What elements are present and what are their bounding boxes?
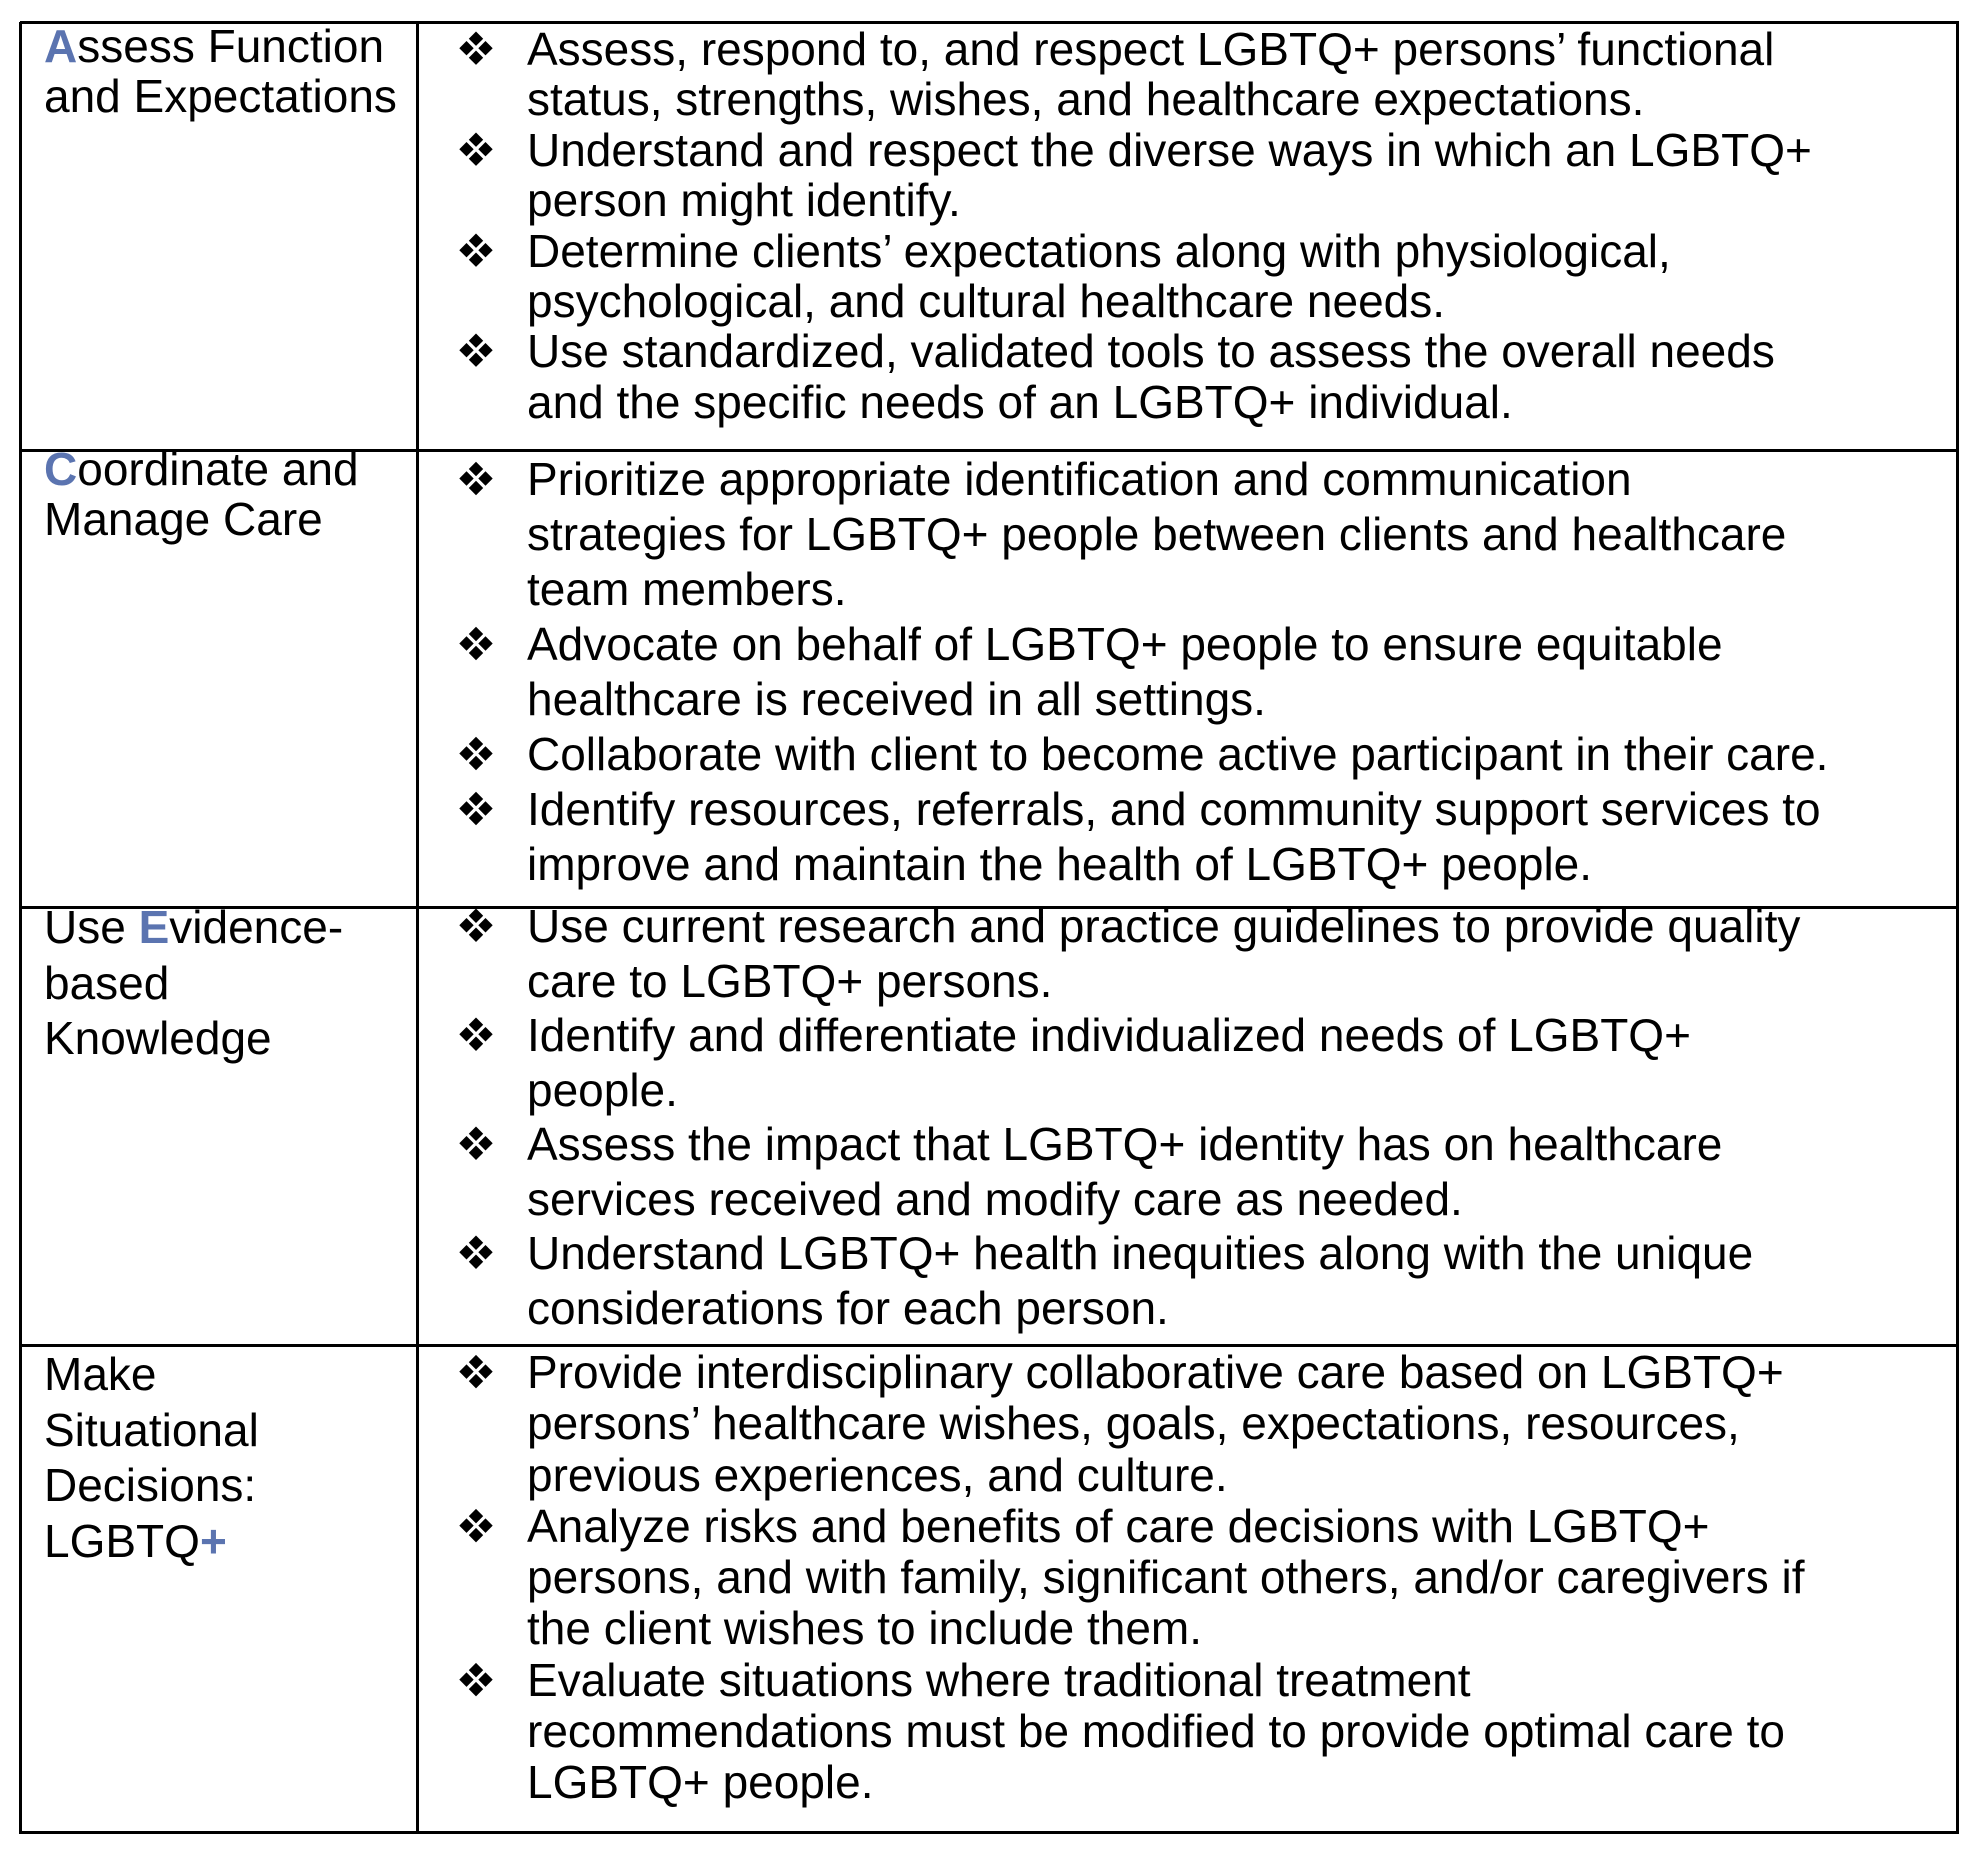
bullet-text-line: strategies for LGBTQ+ people between clients and healthcare	[527, 508, 1787, 560]
row-heading	[44, 1347, 259, 1569]
bullet-text-line: Advocate on behalf of LGBTQ+ people to ensure equitable	[527, 618, 1723, 670]
bullet-item	[458, 226, 1812, 327]
bullet-text-line: status, strengths, wishes, and healthcare expectations.	[527, 73, 1645, 126]
bullet-text-line: Use standardized, validated tools to assess the overall needs	[527, 325, 1775, 378]
bullet-text-line: Identify and differentiate individualized needs of LGBTQ+	[527, 1009, 1691, 1061]
diamond-bullet-icon	[458, 1655, 494, 1706]
bullet-item	[458, 452, 1828, 617]
heading-line	[44, 1514, 259, 1570]
bullet-text-line: person might identify.	[527, 174, 961, 227]
bullet-text-line: persons’ healthcare wishes, goals, expectations, resources,	[527, 1397, 1740, 1450]
heading-line	[44, 21, 397, 71]
heading-text: Decisions:	[44, 1459, 257, 1511]
table-border-right	[1956, 22, 1959, 1834]
bullet-text-line: Provide interdisciplinary collaborative care based on LGBTQ+	[527, 1346, 1784, 1398]
row-heading	[44, 444, 359, 544]
bullet-text-line: healthcare is received in all settings.	[527, 673, 1266, 725]
heading-line	[44, 1347, 259, 1403]
bullet-item	[458, 1655, 1805, 1809]
heading-text: LGBTQ	[44, 1514, 200, 1567]
row-items	[458, 1347, 1805, 1808]
bullet-text-line: care to LGBTQ+ persons.	[527, 954, 1053, 1007]
heading-text: Knowledge	[44, 1012, 272, 1064]
bullet-text-line: the client wishes to include them.	[527, 1602, 1203, 1655]
row-items	[458, 452, 1828, 892]
diamond-bullet-icon	[458, 1117, 494, 1172]
heading-line	[44, 1011, 343, 1067]
bullet-text-line: persons, and with family, significant others, and/or caregivers if	[527, 1551, 1805, 1603]
heading-line	[44, 1403, 259, 1459]
heading-line	[44, 1458, 259, 1514]
bullet-item	[458, 24, 1812, 125]
bullet-text-line: Assess, respond to, and respect LGBTQ+ persons’ functional	[527, 23, 1775, 75]
bullet-text-line: previous experiences, and culture.	[527, 1448, 1228, 1501]
diamond-bullet-icon	[458, 727, 494, 782]
heading-line	[44, 494, 359, 544]
diamond-bullet-icon	[458, 226, 494, 276]
heading-text: oordinate and	[77, 443, 359, 495]
bullet-text-line: Collaborate with client to become active participant in their care.	[527, 728, 1829, 780]
heading-text: based	[44, 956, 170, 1009]
bullet-item	[458, 899, 1800, 1008]
diamond-bullet-icon	[458, 1226, 494, 1281]
diamond-bullet-icon	[458, 782, 494, 837]
diamond-bullet-icon	[458, 1501, 494, 1552]
bullet-text-line: psychological, and cultural healthcare needs.	[527, 275, 1446, 328]
bullet-text-line: Prioritize appropriate identification and communication	[527, 453, 1632, 505]
bullet-item	[458, 727, 1828, 782]
heading-text: Make	[44, 1348, 157, 1400]
acronym-letter: C	[44, 443, 78, 495]
heading-text: Use	[44, 901, 139, 953]
bullet-text-line: Assess the impact that LGBTQ+ identity has on healthcare	[527, 1118, 1723, 1170]
diamond-bullet-icon	[458, 326, 494, 376]
diamond-bullet-icon	[458, 617, 494, 672]
bullet-item	[458, 617, 1828, 727]
bullet-text-line: Analyze risks and benefits of care decisions with LGBTQ+	[527, 1499, 1710, 1552]
heading-text: Manage Care	[44, 493, 323, 545]
bullet-item	[458, 1501, 1805, 1655]
row-items	[458, 24, 1812, 427]
bullet-text-line: LGBTQ+ people.	[527, 1756, 874, 1808]
acronym-letter: A	[44, 20, 78, 72]
heading-text: vidence-	[169, 901, 344, 953]
table-border-left	[19, 22, 22, 1834]
bullet-text-line: Use current research and practice guidelines to provide quality	[527, 900, 1801, 952]
bullet-text-line: recommendations must be modified to provide optimal care to	[527, 1704, 1785, 1757]
bullet-text-line: and the specific needs of an LGBTQ+ individual.	[527, 375, 1513, 428]
acronym-letter: +	[199, 1514, 227, 1567]
column-divider	[416, 22, 419, 1834]
bullet-text-line: Determine clients’ expectations along with physiological,	[527, 224, 1671, 277]
bullet-item	[458, 326, 1812, 427]
diamond-bullet-icon	[458, 1008, 494, 1063]
bullet-item	[458, 1347, 1805, 1501]
row-items	[458, 899, 1800, 1335]
bullet-item	[458, 1117, 1800, 1226]
acronym-letter: E	[138, 901, 170, 953]
bullet-text-line: team members.	[527, 563, 847, 615]
diamond-bullet-icon	[458, 125, 494, 175]
bullet-text-line: Identify resources, referrals, and community support services to	[527, 783, 1821, 835]
diamond-bullet-icon	[458, 899, 494, 954]
diamond-bullet-icon	[458, 1347, 494, 1398]
bullet-item	[458, 125, 1812, 226]
heading-line	[44, 71, 397, 121]
heading-line	[44, 444, 359, 494]
row-heading	[44, 900, 343, 1067]
bullet-text-line: Understand LGBTQ+ health inequities along with the unique	[527, 1227, 1754, 1279]
bullet-text-line: Understand and respect the diverse ways in which an LGBTQ+	[527, 123, 1812, 176]
diamond-bullet-icon	[458, 452, 494, 507]
heading-line	[44, 956, 343, 1012]
heading-line	[44, 900, 343, 956]
heading-text: and Expectations	[44, 70, 397, 122]
diamond-bullet-icon	[458, 24, 494, 74]
bullet-item	[458, 782, 1828, 892]
heading-text: ssess Function	[77, 20, 385, 72]
bullet-text-line: improve and maintain the health of LGBTQ+ people.	[527, 838, 1593, 890]
bullet-item	[458, 1226, 1800, 1335]
bullet-text-line: services received and modify care as needed.	[527, 1172, 1463, 1225]
row-heading	[44, 21, 397, 121]
bullet-text-line: people.	[527, 1063, 678, 1116]
bullet-text-line: considerations for each person.	[527, 1281, 1169, 1334]
heading-text: Situational	[44, 1403, 259, 1456]
table-border-bottom	[20, 1831, 1959, 1834]
bullet-item	[458, 1008, 1800, 1117]
bullet-text-line: Evaluate situations where traditional treatment	[527, 1653, 1471, 1706]
